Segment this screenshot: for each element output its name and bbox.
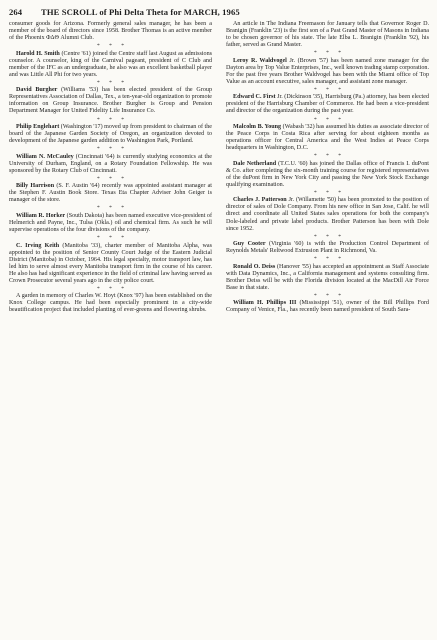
- news-item: [226, 94, 429, 115]
- person-name: Leroy R. Waldvogel: [233, 57, 287, 64]
- news-item: [9, 243, 212, 285]
- news-item: [9, 183, 212, 204]
- item-text: consumer goods for Arizona. Formerly general sales manager, he has been a member of the board of directors since 1958. Brother Thomas is an active member of the Phoenix ΦΔΘ Alumni Club.: [9, 21, 212, 42]
- person-name: Edward C. First: [233, 94, 276, 101]
- item-separator: * * *: [97, 285, 128, 292]
- item-text: (Washington '17) moved up from president to chairman of the board of the Japanese Garden Society of Oregon, an organization devoted to development of the Japanese garden addition to Washington Park, Portland.: [9, 124, 212, 145]
- item-text: (Hanover '55) has accepted an appointment as Staff Associate with Data Dynamics, Inc., a California management and systems consulting firm. Brother Deiss will be with the Florida division located at the MacDill Air Force Base in that state.: [226, 263, 429, 291]
- running-title: THE SCROLL of Phi Delta Theta for MARCH, 1965: [41, 7, 240, 17]
- person-name: Charles J. Patterson: [233, 197, 287, 204]
- item-separator: * * *: [97, 146, 128, 153]
- person-name: Dale Netherland: [233, 160, 277, 167]
- item-text: (Centre '61) joined the Centre staff last August as admissions counselor. A counselor, king of the Carnival pageant, president of C Club and member of the IFC as an undergraduate, he also was an excellent basketball player and was Little All Phi for two years.: [9, 50, 212, 78]
- item-separator: * * *: [314, 86, 345, 93]
- news-item: [226, 264, 429, 292]
- item-separator: * * *: [97, 235, 128, 242]
- running-header: [9, 7, 429, 18]
- person-name: William N. McCauley: [16, 153, 74, 160]
- news-item: [9, 51, 212, 79]
- item-text: Jr. (Dickinson '35), Harrisburg (Pa.) attorney, has been elected president of the Harrisburg Chamber of Commerce. He had been a vice-president and director of the organization during the past year.: [226, 94, 429, 115]
- item-separator: * * *: [314, 116, 345, 123]
- news-item: [9, 21, 212, 42]
- news-item: [9, 154, 212, 175]
- right-column: [226, 21, 429, 315]
- item-text: (Cincinnati '64) is currently studying economics at the University of Durham, England, on a Rotary Foundation Fellowship. He was sponsored by the Rotary Club of Cincinnati.: [9, 153, 212, 174]
- item-text: (Wabash '32) has assumed his duties as associate director of the Peace Corps in Costa Rica after serving for about eighteen months as operations officer for Central America and the West Indies at Peace Corps headquarters in Washington, D.C.: [226, 124, 429, 152]
- person-name: Ronald O. Deiss: [233, 263, 276, 270]
- item-text: Jr. (Willamette '50) has been promoted to the position of director of sales of Dole Company. From his new office in San Jose, Calif. he will direct and coordinate all United States sales operations for both the company's Dole-labeled and private label products. Brother Patterson has been with Dole since 1952.: [226, 197, 429, 232]
- person-name: Harold H. Smith: [16, 50, 60, 57]
- page-number: 264: [9, 7, 23, 17]
- item-separator: * * *: [314, 50, 345, 57]
- news-item: [9, 213, 212, 234]
- item-text: (T.C.U. '60) has joined the Dallas office of Francis I. duPont & Co. after completing the six-month training course for registered representatives of the duPont firm in New York City and passing the New York Stock Exchange qualifying examination.: [226, 160, 429, 188]
- item-text: (Virginia '60) is with the Production Control Department of Reynolds Metals' Reltwood Extrusion Plant in Richmond, Va.: [226, 241, 429, 255]
- news-item: [226, 124, 429, 152]
- person-name: Malcolm B. Young: [233, 124, 282, 131]
- item-separator: * * *: [314, 292, 345, 299]
- item-text: Jr. (Brown '57) has been named zone manager for the Dayton area by Top Value Enterprises, Inc., well known trading stamp corporation. For the past five years Brother Waldvogel has been with the Miami office of Top Value as an account executive, sales manager, and assistant zone manager.: [226, 57, 429, 85]
- item-text: A garden in memory of Charles W. Hoyt (Knox '97) has been established on the Knox College campus. He had been especially prominent in a city-wide beautification project that included planting of ever-greens and flowering shrubs.: [9, 293, 212, 314]
- person-name: Guy Cooter: [233, 241, 266, 248]
- person-name: William R. Horker: [16, 212, 66, 219]
- item-text: (Manitoba '33), charter member of Manitoba Alpha, was appointed to the position of Senior County Court Judge of the Eastern Judicial District (Manitoba) in October, 1964. His legal specialty, motor transport law, has led him to serve almost every Manitoba transport firm in the course of his career. He also has had significant experience in the field of criminal law having served as Crown Prosecutor several years ago in the city police court.: [9, 242, 212, 284]
- person-name: William H. Phillips III: [233, 300, 297, 307]
- item-separator: * * *: [314, 153, 345, 160]
- item-separator: * * *: [97, 205, 128, 212]
- item-separator: * * *: [314, 233, 345, 240]
- item-text: An article in The Indiana Freemason for January tells that Governor Roger D. Branigin (Franklin '23) is the first son of a Past Grand Master of Masons in Indiana to be chosen governor of his state. The late Elba L. Branigin (Franklin '92), his father, served as Grand Master.: [226, 21, 430, 49]
- item-text: (Mississippi '51), owner of the Bill Phillips Ford Company of Venice, Fla., has recently been named president of South Sara-: [226, 300, 429, 314]
- item-text: (Williams '53) has been elected president of the Group Representatives Association of Dallas, Tex., a ten-year-old organization to promote information on Group Insurance. Brother Burgher is Group and Pension Department Manager for United Fidelity Life Insurance Co.: [9, 87, 212, 115]
- news-item: [226, 21, 429, 49]
- item-separator: * * *: [97, 116, 128, 123]
- item-text: (S. F. Austin '64) recently was appointed assistant manager at the Stephen F. Austin Book Store. Texas Eta Chapter Adviser John Geiger is manager of the store.: [9, 183, 212, 204]
- news-item: [226, 241, 429, 255]
- item-separator: * * *: [314, 189, 345, 196]
- news-item: [9, 293, 212, 314]
- left-column: [9, 21, 212, 315]
- person-name: C. Irving Keith: [16, 242, 60, 249]
- news-item: [226, 197, 429, 232]
- item-separator: * * *: [97, 43, 128, 50]
- news-item: [226, 300, 429, 314]
- item-separator: * * *: [314, 256, 345, 263]
- item-separator: * * *: [97, 79, 128, 86]
- item-text: (South Dakota) has been named executive vice-president of Helmerich and Payne, Inc., Tulsa (Okla.) oil and chemical firm. As such he will supervise operations of the four divisions of the company.: [9, 212, 213, 234]
- news-item: [9, 124, 212, 145]
- news-item: [226, 58, 429, 86]
- person-name: Philip Englehart: [16, 124, 60, 131]
- news-item: [226, 161, 429, 189]
- person-name: David Burgher: [16, 87, 58, 94]
- item-separator: * * *: [97, 175, 128, 182]
- news-item: [9, 87, 212, 115]
- person-name: Billy Harrison: [16, 183, 55, 190]
